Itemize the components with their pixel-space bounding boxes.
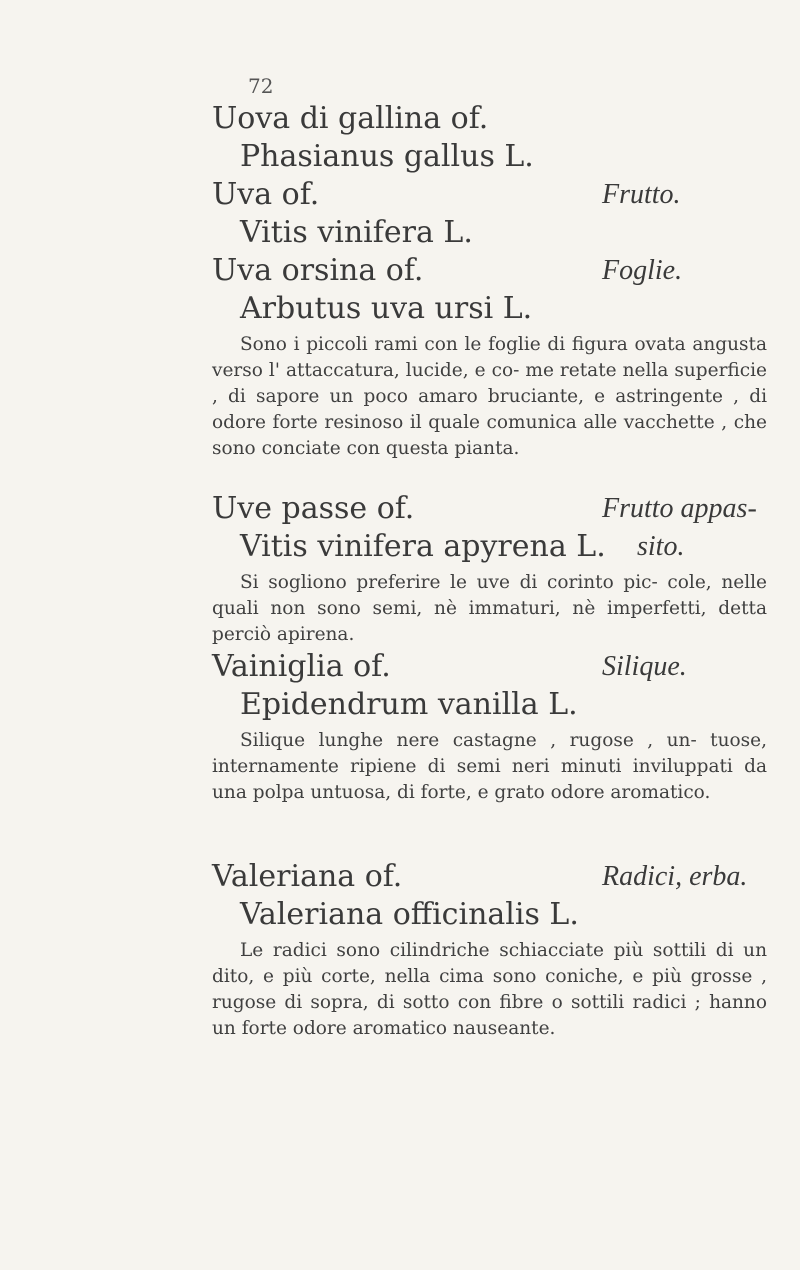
entry-category: Frutto appas- [602, 493, 757, 524]
entry-name: Vainiglia of. [212, 649, 391, 684]
entry-name: Uva of. [212, 177, 320, 212]
entry-vainiglia [212, 648, 767, 806]
entry-scientific: Vitis vinifera apyrena L. [240, 529, 606, 564]
entry-description: Sono i piccoli rami con le foglie di figura ovata angusta verso l' attaccatura, lucide, e co- me retate nella superficie , di sapore un poco amaro bruciante, e astringente , di odore forte resinoso il quale comunica alle vacchette , che sono conciate con questa pianta. [212, 334, 767, 459]
entry-scientific: Phasianus gallus L. [240, 139, 534, 174]
entry-category: Radici, erba. [602, 861, 748, 892]
entry-category-continued: sito. [637, 531, 685, 562]
entry-description: Si sogliono preferire le uve di corinto pic- cole, nelle quali non sono semi, nè immaturi, nè imperfetti, detta perciò apirena. [212, 572, 767, 645]
entry-scientific: Epidendrum vanilla L. [240, 687, 578, 722]
entry-valeriana [212, 858, 767, 1042]
entry-uova [212, 100, 767, 176]
entry-category: Foglie. [602, 255, 683, 286]
entry-name: Uova di gallina of. [212, 101, 489, 136]
entry-category: Silique. [602, 651, 687, 682]
entry-scientific: Vitis vinifera L. [240, 215, 473, 250]
entry-scientific: Valeriana officinalis L. [240, 897, 579, 932]
entry-name: Uva orsina of. [212, 253, 424, 288]
entry-name: Uve passe of. [212, 491, 415, 526]
page-number: 72 [248, 74, 274, 98]
entry-uva [212, 176, 767, 252]
entry-scientific: Arbutus uva ursi L. [240, 291, 533, 326]
entry-description: Le radici sono cilindriche schiacciate più sottili di un dito, e più corte, nella cima sono coniche, e più grosse , rugose di sopra, di sotto con fibre o sottili radici ; hanno un forte odore aromatico nauseante. [212, 940, 767, 1039]
entry-category: Frutto. [602, 179, 681, 210]
entry-uva-orsina [212, 252, 767, 462]
entry-uve-passe [212, 490, 767, 648]
entry-description: Silique lunghe nere castagne , rugose , un- tuose, internamente ripiene di semi neri minuti inviluppati da una polpa untuosa, di forte, e grato odore aromatico. [212, 730, 767, 803]
entry-name: Valeriana of. [212, 859, 403, 894]
